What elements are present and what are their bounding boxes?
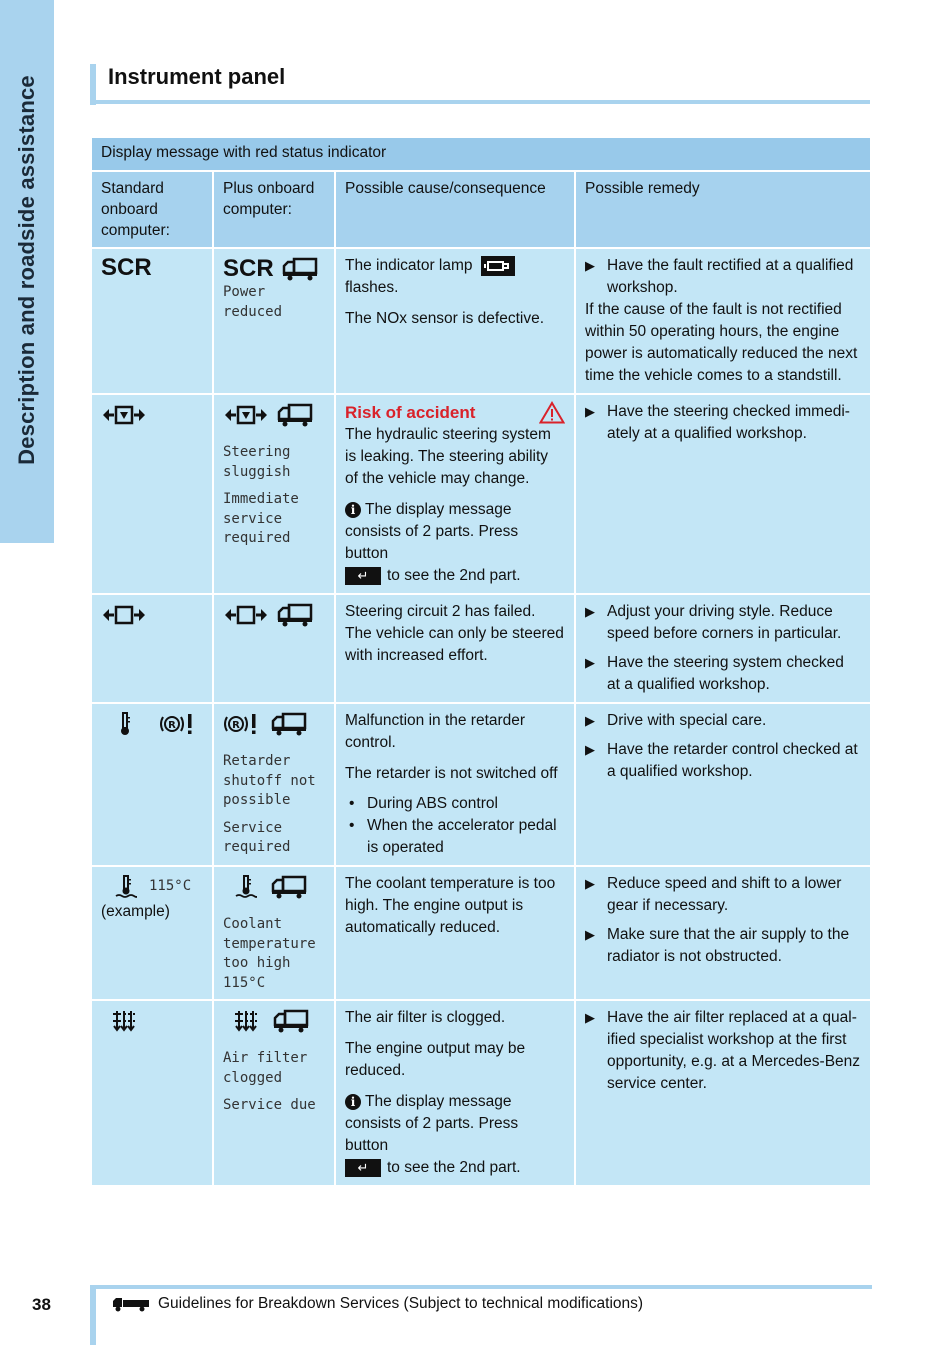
remedy-text: If the cause of the fault is not rectified within 50 operating hours, the engine power is automatically reduced the next time the vehicle comes to a standstill. (585, 301, 858, 384)
footer (112, 1295, 643, 1313)
info-text: The display message consists of 2 parts. Press button (345, 501, 519, 562)
remedy-step: Drive with special care. (607, 712, 767, 729)
column-header-remedy: Possible remedy (575, 171, 871, 248)
plus-message-line: Service (223, 819, 283, 836)
steering-icon (101, 404, 147, 426)
header-accent-bar (90, 64, 96, 105)
table-row (91, 703, 871, 866)
plus-message-line: shutoff not (223, 772, 316, 789)
remedy-step: Have the air filter replaced at a qual-ified specialist workshop at the first opportunity, e.g. at a Mercedes-Benz service center. (607, 1009, 861, 1092)
info-icon: i (345, 502, 361, 518)
plus-message-line: 115°C (223, 974, 266, 991)
standard-cell (91, 866, 213, 1000)
standard-cell (91, 703, 213, 866)
remedy-cell (575, 248, 871, 394)
table-row (91, 1000, 871, 1186)
air-filter-icon (233, 1010, 259, 1032)
page-header (90, 64, 870, 105)
air-filter-icon (111, 1010, 137, 1032)
footer-text: Guidelines for Breakdown Services (Subject to technical modifications) (158, 1295, 644, 1312)
plus-cell (213, 594, 335, 703)
truck-icon (277, 403, 313, 427)
svg-text:R: R (232, 720, 240, 731)
truck-icon (282, 257, 318, 281)
cause-cell (335, 703, 575, 866)
cause-text: flashes. (345, 279, 399, 296)
plus-message-line: temperature (223, 935, 316, 952)
plus-cell (213, 248, 335, 394)
plus-message-line: Retarder (223, 753, 291, 769)
side-tab-label: Description and roadside assistance (14, 75, 39, 465)
remedy-cell (575, 1000, 871, 1186)
coolant-icon (235, 875, 257, 899)
remedy-step: Have the steering system checked at a qualified workshop. (607, 654, 844, 693)
plus-message-line: too high (223, 955, 291, 971)
cause-text: The hydraulic steering system is leaking. The steering ability of the vehicle may change. (345, 426, 551, 487)
plus-message-line: clogged (223, 1069, 283, 1086)
plus-message-line: required (223, 530, 291, 546)
example-note: (example) (101, 903, 170, 920)
remedy-step: Have the steering checked immedi-ately at a qualified workshop. (607, 403, 850, 442)
display-message-table (90, 136, 872, 1187)
cause-text: The NOx sensor is defective. (345, 310, 544, 327)
remedy-step: Have the retarder control checked at a qualified workshop. (607, 741, 858, 780)
cause-text: The indicator lamp (345, 257, 473, 274)
info-icon: i (345, 1094, 361, 1110)
table-row (91, 866, 871, 1000)
plus-message-line: service (223, 510, 283, 527)
arrow-icon: ▶ (585, 655, 595, 670)
arrow-icon: ▶ (585, 1010, 595, 1025)
cause-cell (335, 866, 575, 1000)
plus-cell (213, 866, 335, 1000)
remedy-cell (575, 866, 871, 1000)
plus-message-line: required (223, 839, 291, 855)
cause-cell (335, 394, 575, 594)
remedy-step: Have the fault rectified at a qualified workshop. (607, 257, 854, 296)
remedy-step: Reduce speed and shift to a lower gear if necessary. (607, 875, 842, 914)
truck-icon (273, 1009, 309, 1033)
table-row (91, 594, 871, 703)
page-number: 38 (32, 1295, 51, 1314)
cause-text: The retarder is not switched off (345, 765, 558, 782)
plus-message-line: Air filter (223, 1050, 308, 1066)
cause-text: Malfunction in the retarder control. (345, 712, 526, 751)
header-rule (90, 100, 870, 104)
engine-lamp-icon (481, 256, 515, 276)
truck-icon (277, 603, 313, 627)
standard-cell (91, 248, 213, 394)
list-item: • When the accelerator pedal is operated (349, 817, 557, 856)
scr-label: SCR (101, 254, 152, 281)
list-item: • During ABS control (349, 795, 498, 812)
info-text: to see the 2nd part. (387, 567, 521, 584)
retarder-icon (159, 712, 193, 736)
arrow-icon: ▶ (585, 604, 595, 619)
column-header-standard: Standard onboard computer: (91, 171, 213, 248)
column-header-plus: Plus onboard computer: (213, 171, 335, 248)
page-title: Instrument panel (108, 64, 286, 89)
plus-cell (213, 394, 335, 594)
table-row (91, 248, 871, 394)
coolant-temperature-value: 115°C (149, 878, 192, 895)
thermometer-icon (119, 712, 131, 736)
remedy-step: Adjust your driving style. Reduce speed before corners in particular. (607, 603, 842, 642)
arrow-icon: ▶ (585, 876, 595, 891)
steering-icon (101, 604, 147, 626)
cause-text: Steering circuit 2 has failed. The vehicle can only be steered with increased effort. (345, 603, 564, 664)
plus-cell (213, 1000, 335, 1186)
truck-icon (271, 875, 307, 899)
standard-cell (91, 594, 213, 703)
side-tab (0, 0, 54, 543)
bullet-list (345, 793, 565, 859)
steering-icon (223, 604, 269, 626)
arrow-icon: ▶ (585, 404, 595, 419)
cause-text: The air filter is clogged. (345, 1009, 506, 1026)
footer-accent-bar (90, 1285, 96, 1345)
cause-text: The engine output may be reduced. (345, 1040, 526, 1079)
svg-text:R: R (168, 720, 176, 731)
standard-cell (91, 394, 213, 594)
remedy-step: Make sure that the air supply to the radiator is not obstructed. (607, 926, 850, 965)
standard-cell (91, 1000, 213, 1186)
cause-text: The coolant temperature is too high. The engine output is automatically reduced. (345, 875, 556, 936)
cause-cell (335, 1000, 575, 1186)
plus-message-line: sluggish (223, 463, 291, 480)
table-caption: Display message with red status indicator (91, 137, 871, 171)
enter-button-icon: ↵ (345, 567, 381, 585)
plus-cell (213, 703, 335, 866)
cause-cell (335, 594, 575, 703)
enter-button-icon: ↵ (345, 1159, 381, 1177)
warning-triangle-icon (539, 401, 565, 424)
column-header-cause: Possible cause/consequence (335, 171, 575, 248)
remedy-cell (575, 394, 871, 594)
arrow-icon: ▶ (585, 742, 595, 757)
info-text: to see the 2nd part. (387, 1159, 521, 1176)
remedy-cell (575, 594, 871, 703)
footer-rule (90, 1285, 872, 1289)
coolant-icon (115, 875, 137, 899)
plus-message-line: Service due (223, 1097, 316, 1113)
plus-message-line: Immediate (223, 491, 299, 507)
warning-title: Risk of accident (345, 402, 476, 422)
info-text: The display message consists of 2 parts. Press button (345, 1093, 519, 1154)
arrow-icon: ▶ (585, 713, 595, 728)
retarder-icon (223, 712, 257, 736)
cause-cell (335, 248, 575, 394)
plus-message-line: possible (223, 792, 291, 808)
truck-icon (112, 1296, 150, 1312)
arrow-icon: ▶ (585, 927, 595, 942)
plus-message-line: Power reduced (223, 284, 283, 320)
plus-message-line: Steering (223, 444, 291, 460)
steering-icon (223, 404, 269, 426)
arrow-icon: ▶ (585, 258, 595, 273)
plus-message-line: Coolant (223, 916, 283, 932)
truck-icon (271, 712, 307, 736)
scr-label: SCR (223, 255, 274, 282)
remedy-cell (575, 703, 871, 866)
table-row (91, 394, 871, 594)
